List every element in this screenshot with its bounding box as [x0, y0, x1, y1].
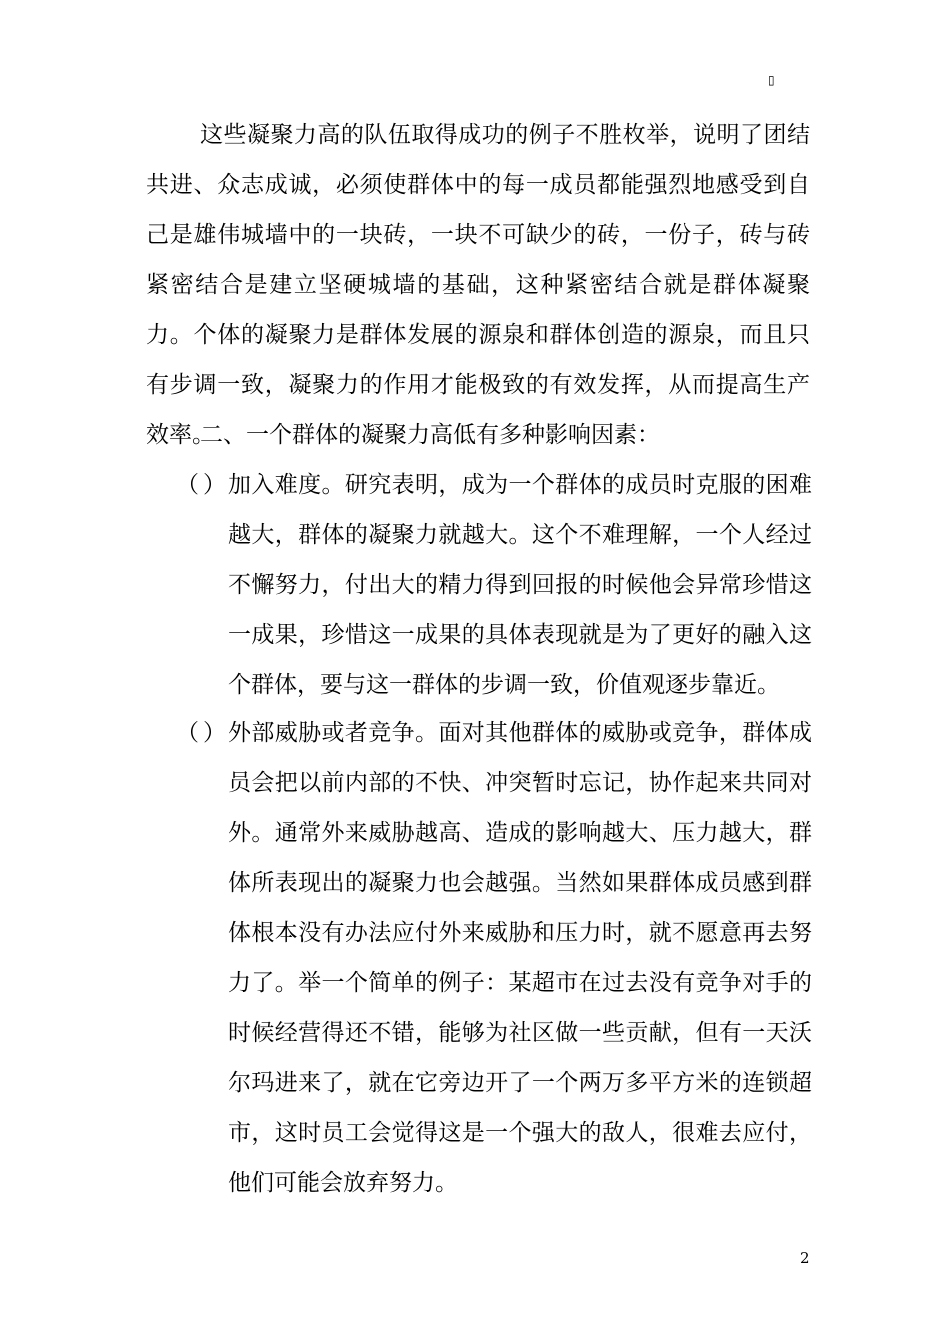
body-paragraph-1: 这些凝聚力高的队伍取得成功的例子不胜枚举，说明了团结共进、众志成诚，必须使群体中的每一成员都能强烈地感受到自己是雄伟城墙中的一块砖，一块不可缺少的砖，一份子，砖与砖紧密结合是建立坚硬城墙的基础，这种紧密结合就是群体凝聚力。个体的凝聚力是群体发展的源泉和群体创造的源泉，而且只有步调一致，凝聚力的作用才能极致的有效发挥，从而提高生产效率。 [146, 122, 810, 448]
list-item [176, 460, 816, 710]
list-item-text: 加入难度。研究表明，成为一个群体的成员时克服的困难越大，群体的凝聚力就越大。这个不难理解，一个人经过不懈努力，付出大的精力得到回报的时候他会异常珍惜这一成果，珍惜这一成果的具体表现就是为了更好的融入这个群体，要与这一群体的步调一致，价值观逐步靠近。 [228, 472, 812, 698]
list-item-marker: （） [176, 472, 230, 498]
list-item-marker: （） [176, 720, 230, 746]
list-item-text: 外部威胁或者竞争。面对其他群体的威胁或竞争，群体成员会把以前内部的不快、冲突暂时忘记，协作起来共同对外。通常外来威胁越高、造成的影响越大、压力越大，群体所表现出的凝聚力也会越强。当然如果群体成员感到群体根本没有办法应付外来威胁和压力时，就不愿意再去努力了。举一个简单的例子：某超市在过去没有竞争对手的时候经营得还不错，能够为社区做一些贡献，但有一天沃尔玛进来了，就在它旁边开了一个两万多平方米的连锁超市，这时员工会觉得这是一个强大的敌人，很难去应付，他们可能会放弃努力。 [228, 720, 812, 1196]
header-mark: ▯ [768, 73, 775, 87]
section-heading-2: 二、一个群体的凝聚力高低有多种影响因素： [200, 422, 660, 448]
page-number: 2 [800, 1249, 810, 1267]
list-item [176, 708, 816, 1208]
